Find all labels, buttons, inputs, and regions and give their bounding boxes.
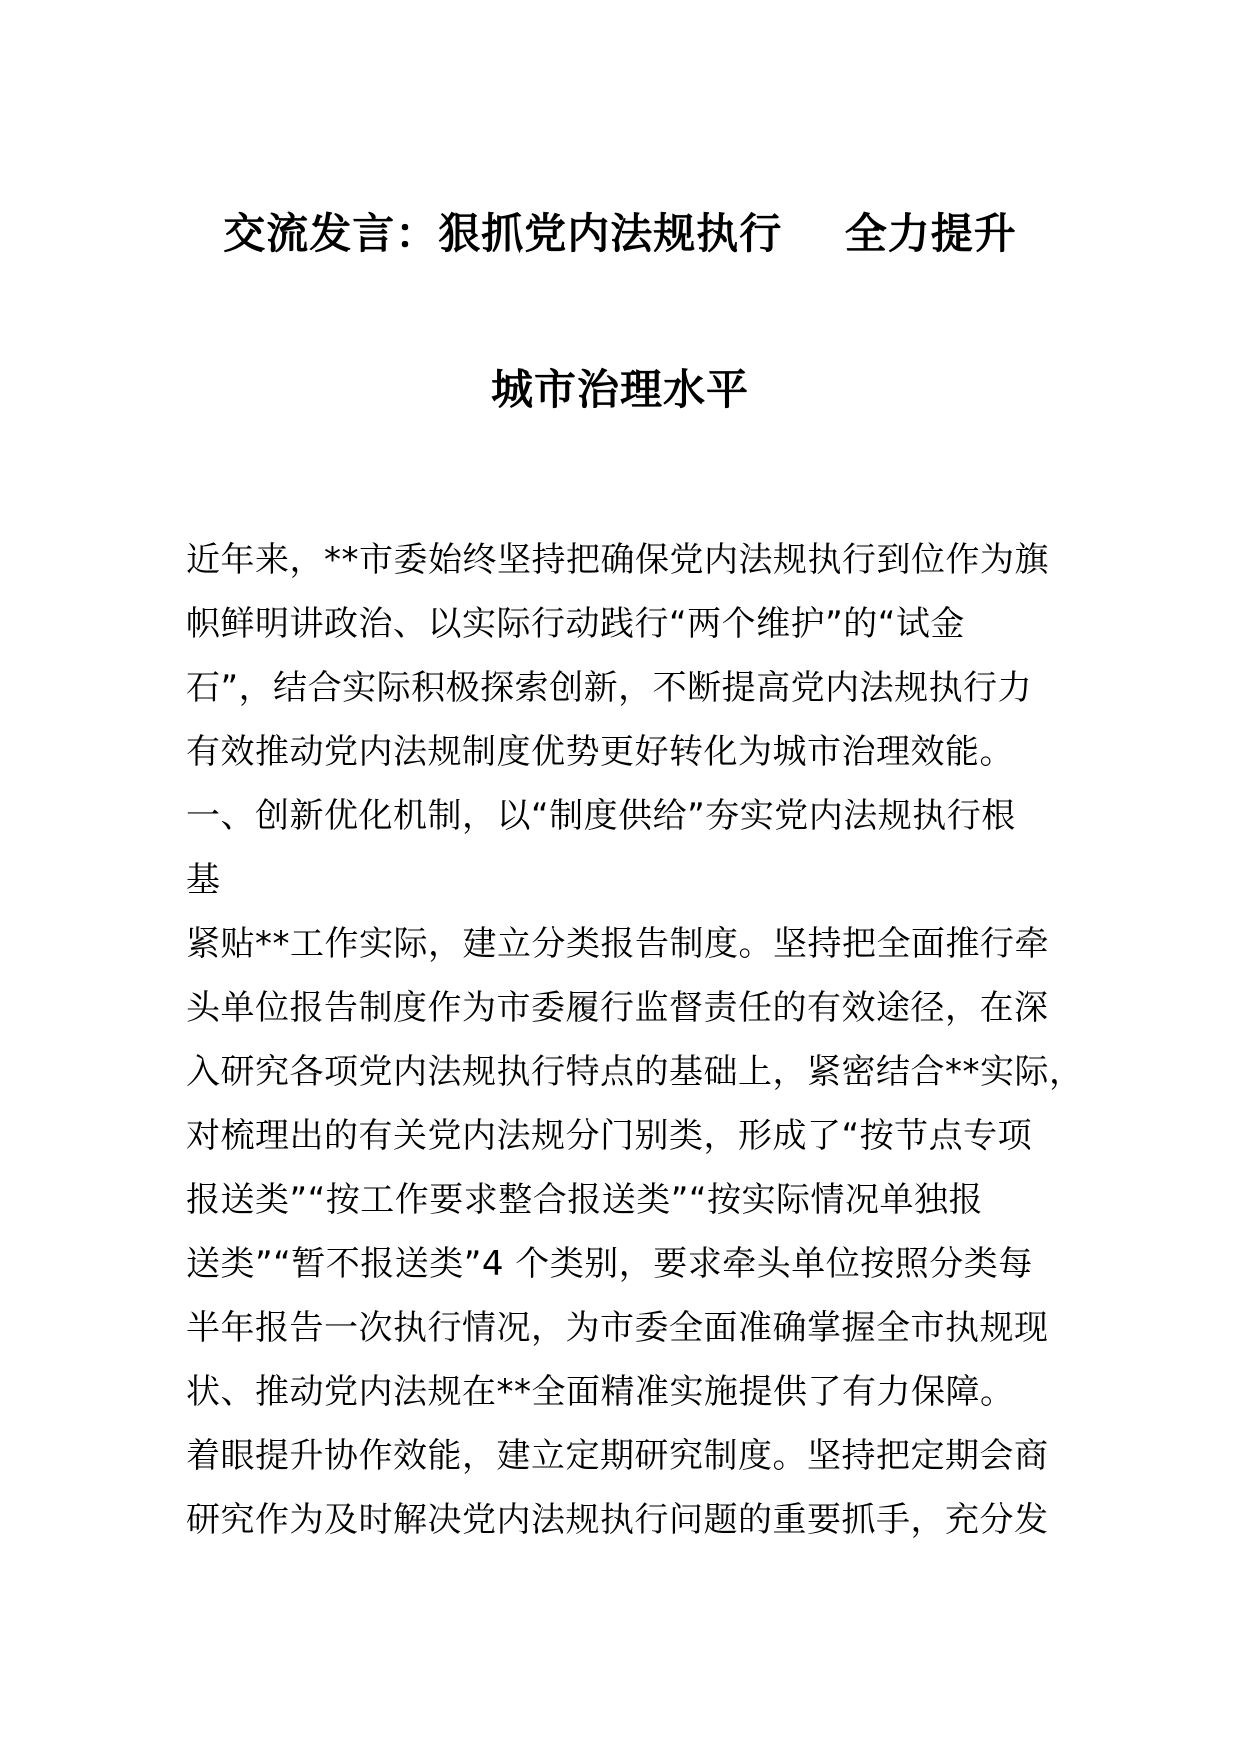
paragraph-line: 近年来，**市委始终坚持把确保党内法规执行到位作为旗 bbox=[186, 540, 1049, 580]
paragraph-line: 半年报告一次执行情况，为市委全面准确掌握全市执规现 bbox=[186, 1308, 1049, 1348]
paragraph-line: 研究作为及时解决党内法规执行问题的重要抓手，充分发 bbox=[186, 1500, 1049, 1540]
section-heading-line: 一、创新优化机制，以“制度供给”夯实党内法规执行根 bbox=[186, 796, 1016, 836]
paragraph-line: 着眼提升协作效能，建立定期研究制度。坚持把定期会商 bbox=[186, 1436, 1049, 1476]
document-title-line-2: 城市治理水平 bbox=[490, 365, 749, 414]
paragraph-line: 入研究各项党内法规执行特点的基础上，紧密结合**实际， bbox=[186, 1052, 1084, 1092]
paragraph-line: 帜鲜明讲政治、以实际行动践行“两个维护”的“试金 bbox=[186, 604, 965, 644]
document-title-line-1: 交流发言：狠抓党内法规执行 全力提升 bbox=[223, 209, 1017, 258]
paragraph-line: 状、推动党内法规在**全面精准实施提供了有力保障。 bbox=[186, 1372, 1015, 1412]
paragraph-line: 报送类”“按工作要求整合报送类”“按实际情况单独报 bbox=[186, 1180, 983, 1220]
paragraph-line: 对梳理出的有关党内法规分门别类，形成了“按节点专项 bbox=[186, 1116, 1033, 1156]
paragraph-line: 紧贴**工作实际，建立分类报告制度。坚持把全面推行牵 bbox=[186, 924, 1049, 964]
section-heading-line: 基 bbox=[186, 860, 221, 900]
paragraph-line: 头单位报告制度作为市委履行监督责任的有效途径，在深 bbox=[186, 988, 1049, 1028]
paragraph-line: 石”，结合实际积极探索创新，不断提高党内法规执行力 bbox=[186, 668, 1033, 708]
paragraph-line: 有效推动党内法规制度优势更好转化为城市治理效能。 bbox=[186, 732, 1014, 772]
paragraph-line: 送类”“暂不报送类”4 个类别，要求牵头单位按照分类每 bbox=[186, 1244, 1033, 1284]
